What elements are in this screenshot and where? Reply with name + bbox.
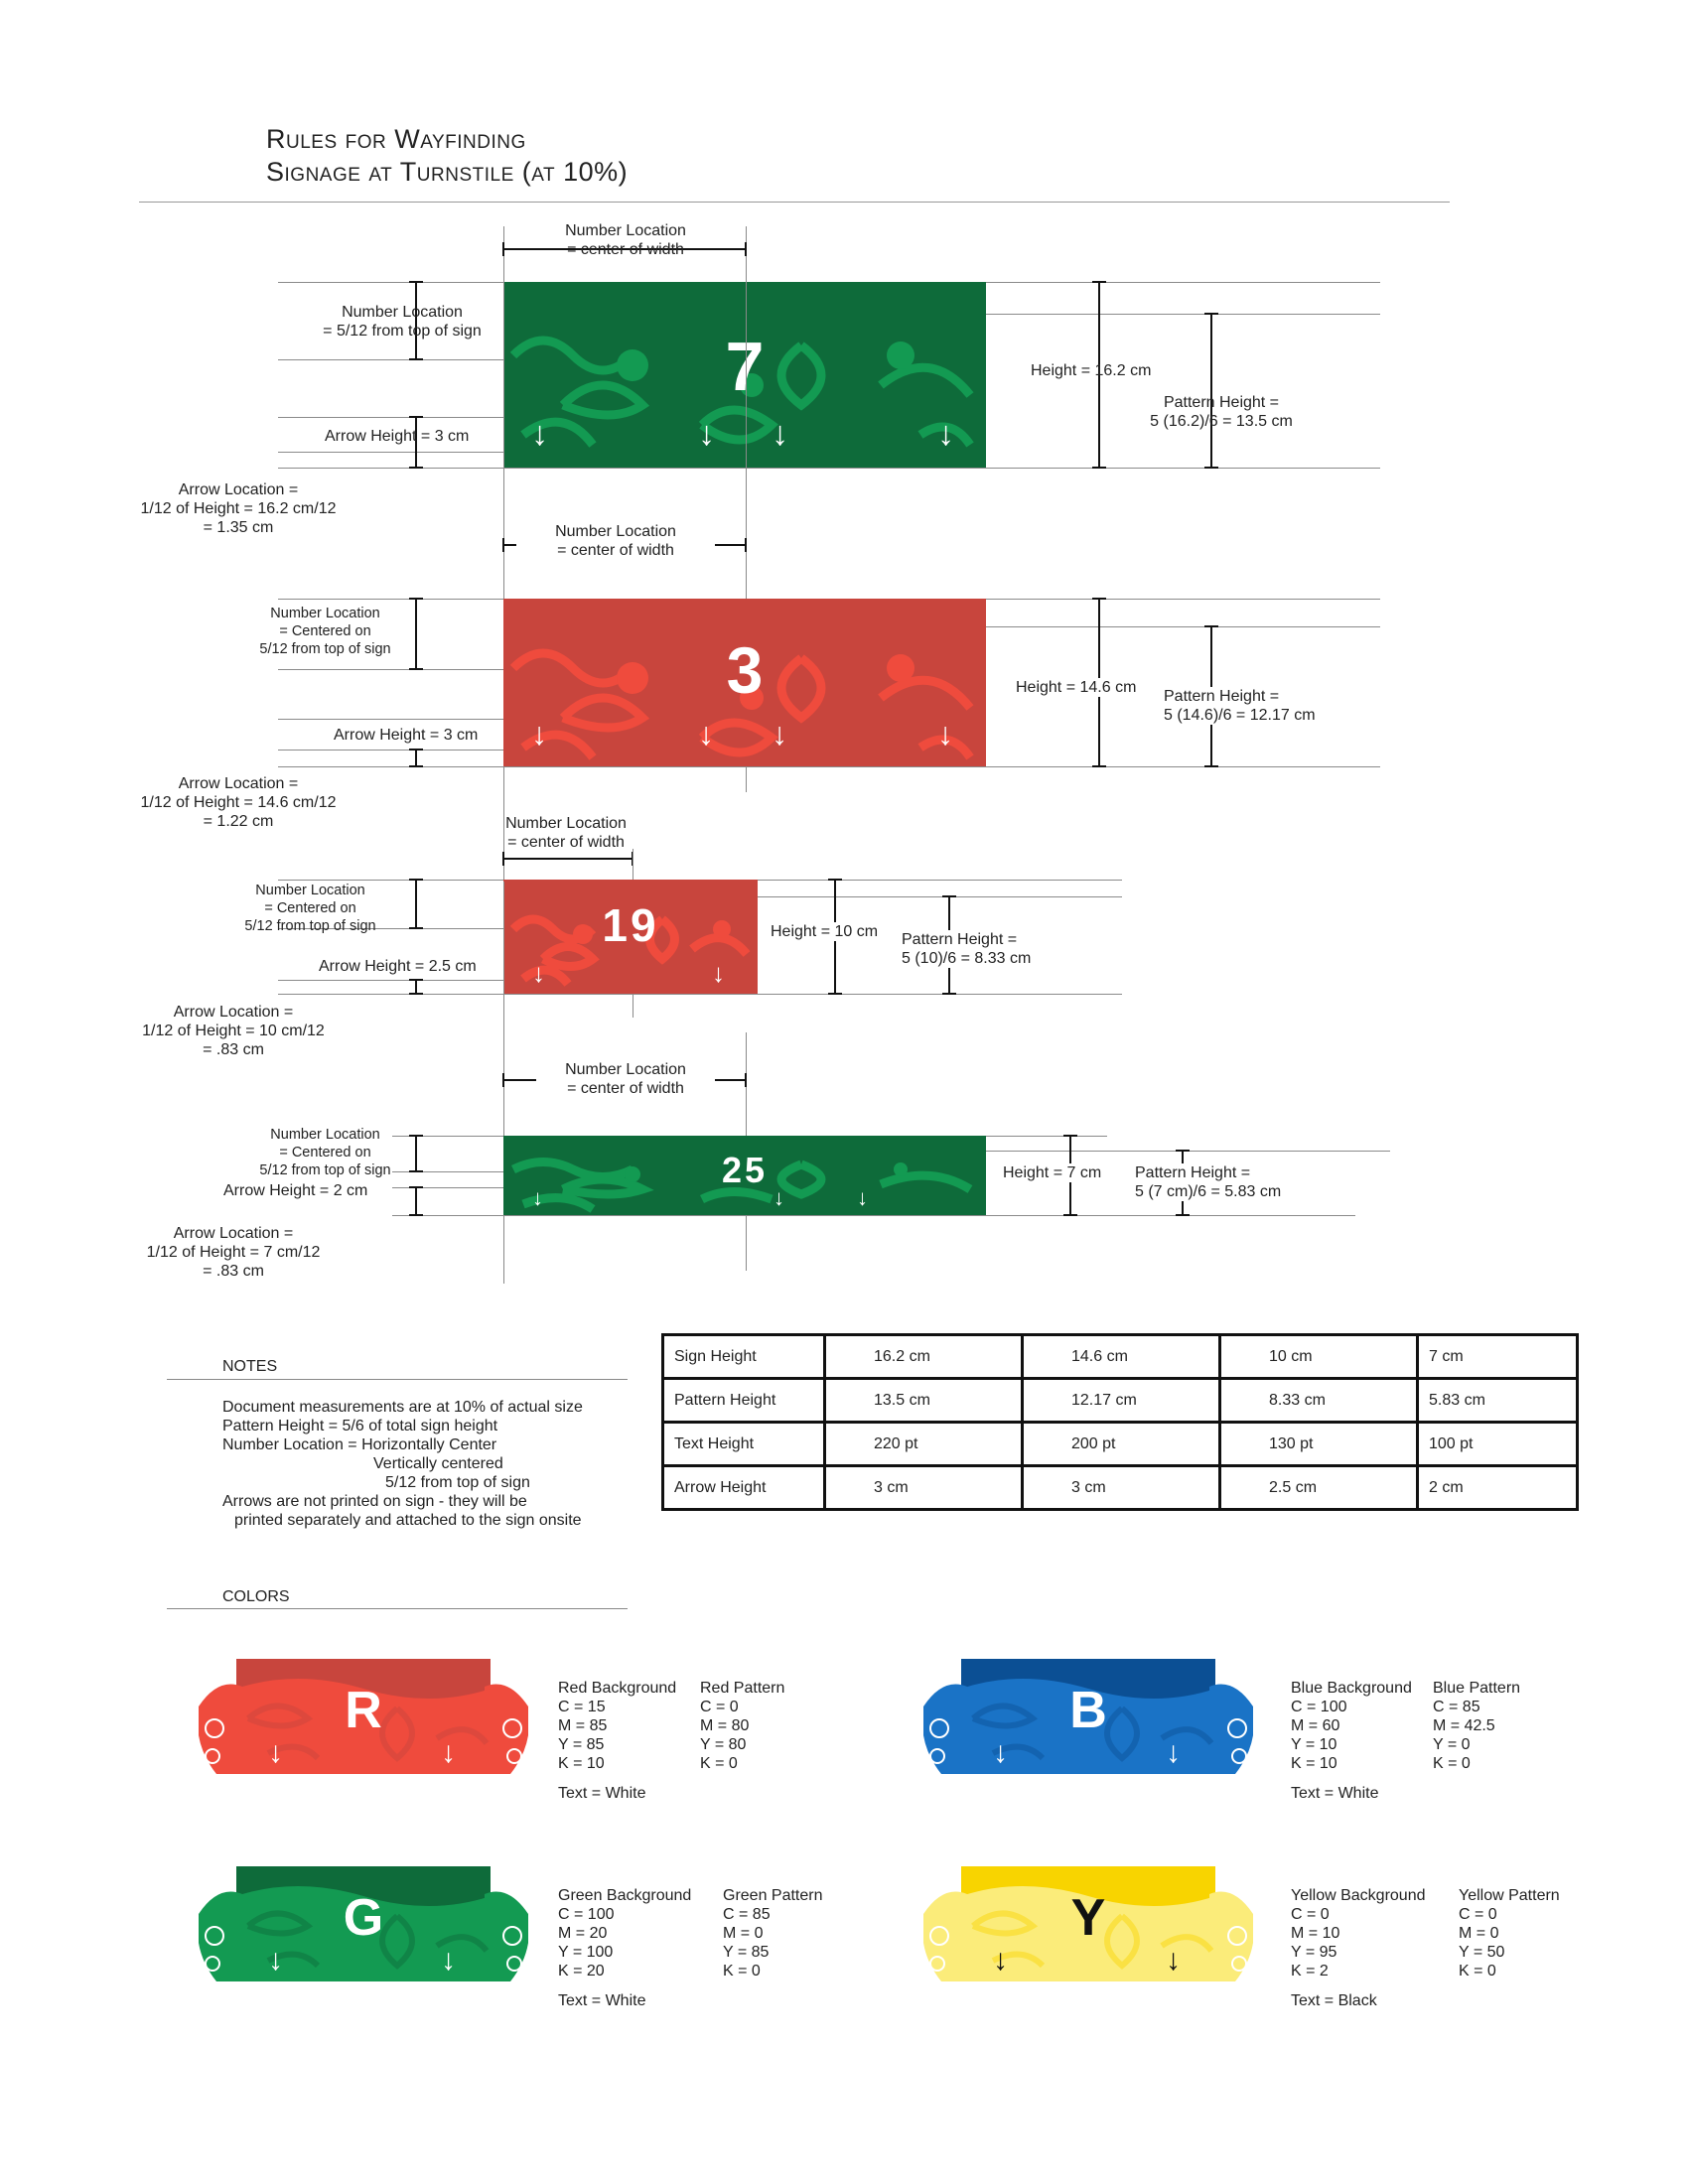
spec-value: M = 10: [1291, 1925, 1340, 1942]
swatch-letter: Y: [1070, 1889, 1106, 1947]
spec-value: C = 100: [1291, 1699, 1347, 1715]
label-line: 1/12 of Height = 7 cm/12: [146, 1244, 321, 1261]
spec-value: C = 85: [723, 1906, 771, 1923]
label-line: Number Location: [555, 523, 676, 540]
label-line: 5 (7 cm)/6 = 5.83 cm: [1135, 1183, 1282, 1200]
sign-background-band: [503, 880, 758, 899]
spec-value: K = 20: [558, 1963, 605, 1979]
label-line: = center of width: [567, 241, 684, 258]
sign-background-band: [503, 1136, 986, 1150]
spec-value: Y = 85: [558, 1736, 605, 1753]
guide-line: [278, 359, 506, 360]
label-line: = center of width: [557, 542, 674, 559]
color-swatch-y: [923, 1866, 1253, 1981]
spec-value: M = 20: [558, 1925, 608, 1942]
pattern-color-spec: [1459, 1886, 1560, 1980]
notes-heading: NOTES: [222, 1358, 278, 1375]
background-color-spec: [1291, 1886, 1426, 2010]
spec-value: K = 10: [1291, 1755, 1337, 1772]
spec-table: [661, 1333, 1579, 1511]
sign-number: 25: [721, 1150, 769, 1190]
swatch-letter: G: [343, 1889, 384, 1947]
spec-value: Y = 0: [1433, 1736, 1471, 1753]
dimension-line: [1210, 314, 1212, 468]
number-vertical-label: [223, 882, 397, 935]
spec-value: Y = 50: [1459, 1944, 1505, 1961]
label-line: 1/12 of Height = 16.2 cm/12: [140, 500, 337, 517]
arrow-height-label: Arrow Height = 2 cm: [223, 1182, 368, 1199]
swatch-letter: B: [1069, 1682, 1107, 1739]
color-swatch-b: [923, 1659, 1253, 1774]
table-cell: 3 cm: [1023, 1466, 1220, 1510]
label-line: 5/12 from top of sign: [244, 918, 376, 934]
arrow-down-icon: ↓: [441, 1736, 456, 1769]
table-cell: 200 pt: [1023, 1423, 1220, 1466]
spec-value: K = 2: [1291, 1963, 1329, 1979]
spec-label: Blue Pattern: [1433, 1680, 1521, 1697]
spec-value: C = 85: [1433, 1699, 1480, 1715]
number-vertical-label: [238, 605, 412, 658]
arrow-height-label: Arrow Height = 3 cm: [334, 727, 479, 744]
spec-value: K = 0: [723, 1963, 761, 1979]
arrow-down-icon: ↓: [268, 1736, 283, 1769]
note-line: Number Location = Horizontally Center: [222, 1436, 497, 1453]
arrow-down-icon: ↓: [772, 716, 787, 751]
sign-background-band: [503, 282, 986, 316]
spec-value: K = 0: [700, 1755, 738, 1772]
arrow-down-icon: ↓: [441, 1944, 456, 1977]
table-cell: 100 pt: [1418, 1423, 1578, 1466]
dimension-line: [503, 858, 633, 860]
title-rule: [139, 202, 1450, 203]
number-location-label: [536, 1060, 715, 1098]
text-color-label: Text = White: [558, 1992, 646, 2009]
guide-line: [278, 994, 1122, 995]
table-cell: 3 cm: [825, 1466, 1023, 1510]
spec-value: Y = 85: [723, 1944, 770, 1961]
label-line: Arrow Location =: [173, 1004, 294, 1021]
table-cell: 2 cm: [1418, 1466, 1578, 1510]
table-row-label: Arrow Height: [663, 1466, 825, 1510]
sign-25: [503, 1136, 986, 1215]
label-line: Number Location: [255, 883, 365, 898]
number-vertical-label: [298, 303, 506, 341]
background-color-spec: [558, 1679, 676, 1803]
label-line: Pattern Height =: [1135, 1164, 1251, 1181]
note-line: printed separately and attached to the sign onsite: [234, 1512, 582, 1529]
arrow-down-icon: ↓: [1166, 1736, 1181, 1769]
arrow-location-label: [139, 480, 338, 537]
arrow-down-icon: ↓: [698, 415, 715, 453]
spec-value: C = 15: [558, 1699, 606, 1715]
title-line-1: Rules for Wayfinding: [266, 124, 526, 154]
guide-line: [278, 452, 506, 453]
pattern-height-label: [902, 930, 1031, 968]
sign-7: [503, 282, 986, 468]
sign-number: 19: [602, 899, 659, 951]
height-label: Height = 16.2 cm: [1031, 362, 1152, 379]
arrow-down-icon: ↓: [712, 958, 725, 988]
label-line: = Centered on: [279, 1145, 371, 1160]
label-line: = 5/12 from top of sign: [323, 323, 482, 340]
guide-line: [278, 980, 506, 981]
label-line: Pattern Height =: [1164, 688, 1280, 705]
label-line: 5/12 from top of sign: [259, 641, 391, 657]
label-line: Arrow Location =: [178, 775, 299, 792]
sign-3: [503, 599, 986, 766]
table-row-label: Sign Height: [663, 1335, 825, 1379]
note-line: Pattern Height = 5/6 of total sign height: [222, 1418, 498, 1434]
background-color-spec: [1291, 1679, 1412, 1803]
table-row: [663, 1379, 1578, 1423]
notes-body: [222, 1398, 583, 1530]
label-line: = Centered on: [279, 623, 371, 639]
label-line: = center of width: [567, 1080, 684, 1097]
dimension-line: [415, 1136, 417, 1171]
notes-rule: [167, 1379, 628, 1380]
note-line: Vertically centered: [373, 1455, 503, 1472]
table-cell: 220 pt: [825, 1423, 1023, 1466]
background-color-spec: [558, 1886, 691, 2010]
spec-label: Green Pattern: [723, 1887, 823, 1904]
pattern-color-spec: [700, 1679, 784, 1773]
dimension-line: [415, 980, 417, 994]
arrow-down-icon: ↓: [937, 415, 954, 453]
dimension-line: [415, 750, 417, 766]
label-line: Number Location: [342, 304, 463, 321]
arrow-down-icon: ↓: [531, 716, 547, 751]
arrow-down-icon: ↓: [857, 1185, 868, 1210]
text-color-label: Text = White: [558, 1785, 646, 1802]
spec-value: Y = 95: [1291, 1944, 1337, 1961]
label-line: = 1.22 cm: [203, 813, 274, 830]
height-label: Height = 7 cm: [1003, 1164, 1102, 1181]
pattern-height-label: [1135, 1163, 1281, 1201]
label-line: 5 (10)/6 = 8.33 cm: [902, 950, 1032, 967]
text-color-label: Text = Black: [1291, 1992, 1377, 2009]
table-cell: 14.6 cm: [1023, 1335, 1220, 1379]
sign-number: 7: [725, 328, 765, 405]
pattern-color-spec: [1433, 1679, 1520, 1773]
arrow-down-icon: ↓: [993, 1944, 1008, 1977]
color-swatch-g: [199, 1866, 528, 1981]
spec-value: C = 0: [1459, 1906, 1497, 1923]
spec-label: Yellow Background: [1291, 1887, 1426, 1904]
pattern-color-spec: [723, 1886, 823, 1980]
dimension-line: [415, 1187, 417, 1215]
spec-value: K = 0: [1433, 1755, 1471, 1772]
label-line: 1/12 of Height = 10 cm/12: [142, 1023, 325, 1039]
number-location-label: [477, 814, 655, 852]
number-location-label: [516, 522, 715, 560]
spec-value: K = 0: [1459, 1963, 1496, 1979]
table-row: [663, 1335, 1578, 1379]
guide-line: [392, 1215, 1355, 1216]
arrow-down-icon: ↓: [531, 415, 548, 453]
sign-number: 3: [726, 633, 764, 707]
label-line: = 1.35 cm: [203, 519, 274, 536]
sign-background-band: [503, 599, 986, 628]
height-label: Height = 10 cm: [771, 923, 879, 940]
label-line: Number Location: [565, 1061, 686, 1078]
table-cell: 5.83 cm: [1418, 1379, 1578, 1423]
label-line: Arrow Location =: [178, 481, 299, 498]
table-row: [663, 1423, 1578, 1466]
label-line: Number Location: [270, 1127, 380, 1143]
text-color-label: Text = White: [1291, 1785, 1379, 1802]
arrow-down-icon: ↓: [532, 1185, 543, 1210]
dimension-line: [415, 599, 417, 669]
label-line: Arrow Location =: [173, 1225, 294, 1242]
height-label: Height = 14.6 cm: [1016, 679, 1137, 696]
table-cell: 12.17 cm: [1023, 1379, 1220, 1423]
arrow-height-label: Arrow Height = 2.5 cm: [319, 958, 477, 975]
table-cell: 2.5 cm: [1220, 1466, 1418, 1510]
arrow-height-label: Arrow Height = 3 cm: [325, 428, 470, 445]
arrow-down-icon: ↓: [993, 1736, 1008, 1769]
arrow-down-icon: ↓: [772, 415, 788, 453]
arrow-down-icon: ↓: [698, 716, 714, 751]
spec-label: Red Background: [558, 1680, 677, 1697]
spec-value: Y = 10: [1291, 1736, 1337, 1753]
label-line: Pattern Height =: [902, 931, 1018, 948]
note-line: Arrows are not printed on sign - they will be: [222, 1493, 527, 1510]
arrow-down-icon: ↓: [532, 958, 545, 988]
table-row: [663, 1466, 1578, 1510]
table-cell: 8.33 cm: [1220, 1379, 1418, 1423]
guide-line: [278, 750, 506, 751]
colors-heading: COLORS: [222, 1588, 290, 1605]
label-line: Number Location: [270, 606, 380, 621]
spec-value: M = 42.5: [1433, 1717, 1495, 1734]
page-title: [266, 123, 628, 189]
swatch-letter: R: [345, 1682, 382, 1739]
arrow-down-icon: ↓: [268, 1944, 283, 1977]
spec-value: M = 0: [723, 1925, 764, 1942]
spec-value: Y = 100: [558, 1944, 614, 1961]
guide-line: [278, 417, 506, 418]
spec-value: Y = 80: [700, 1736, 747, 1753]
number-location-label: [516, 221, 735, 259]
arrow-down-icon: ↓: [774, 1185, 784, 1210]
table-cell: 16.2 cm: [825, 1335, 1023, 1379]
arrow-down-icon: ↓: [1166, 1944, 1181, 1977]
spec-label: Blue Background: [1291, 1680, 1412, 1697]
dimension-line: [415, 880, 417, 928]
table-row-label: Text Height: [663, 1423, 825, 1466]
label-line: = center of width: [507, 834, 625, 851]
color-swatch-r: [199, 1659, 528, 1774]
guide-line: [278, 669, 506, 670]
label-line: = Centered on: [264, 900, 356, 916]
note-line: 5/12 from top of sign: [385, 1474, 530, 1491]
number-vertical-label: [238, 1126, 412, 1179]
spec-value: M = 80: [700, 1717, 750, 1734]
table-cell: 130 pt: [1220, 1423, 1418, 1466]
label-line: = .83 cm: [203, 1263, 264, 1280]
title-line-2: Signage at Turnstile (at 10%): [266, 157, 629, 187]
spec-value: C = 100: [558, 1906, 615, 1923]
arrow-location-label: [139, 774, 338, 831]
table-cell: 7 cm: [1418, 1335, 1578, 1379]
arrow-down-icon: ↓: [937, 716, 953, 751]
guide-line: [278, 719, 506, 720]
sign-19: [503, 880, 758, 994]
spec-label: Red Pattern: [700, 1680, 785, 1697]
colors-rule: [167, 1608, 628, 1609]
label-line: Number Location: [505, 815, 627, 832]
spec-label: Yellow Pattern: [1459, 1887, 1560, 1904]
table-cell: 13.5 cm: [825, 1379, 1023, 1423]
arrow-location-label: [139, 1003, 328, 1059]
arrow-location-label: [139, 1224, 328, 1281]
label-line: Pattern Height =: [1163, 394, 1280, 411]
label-line: 1/12 of Height = 14.6 cm/12: [140, 794, 337, 811]
label-line: = .83 cm: [203, 1041, 264, 1058]
label-line: 5/12 from top of sign: [259, 1162, 391, 1178]
pattern-height-label: [1122, 393, 1321, 431]
spec-value: C = 0: [700, 1699, 739, 1715]
label-line: 5 (16.2)/6 = 13.5 cm: [1150, 413, 1293, 430]
spec-value: C = 0: [1291, 1906, 1330, 1923]
table-row-label: Pattern Height: [663, 1379, 825, 1423]
spec-value: K = 10: [558, 1755, 605, 1772]
spec-label: Green Background: [558, 1887, 692, 1904]
label-line: 5 (14.6)/6 = 12.17 cm: [1164, 707, 1316, 724]
spec-value: M = 85: [558, 1717, 608, 1734]
table-cell: 10 cm: [1220, 1335, 1418, 1379]
pattern-height-label: [1164, 687, 1316, 725]
spec-value: M = 0: [1459, 1925, 1499, 1942]
label-line: Number Location: [565, 222, 686, 239]
note-line: Document measurements are at 10% of actual size: [222, 1399, 583, 1416]
spec-value: M = 60: [1291, 1717, 1340, 1734]
